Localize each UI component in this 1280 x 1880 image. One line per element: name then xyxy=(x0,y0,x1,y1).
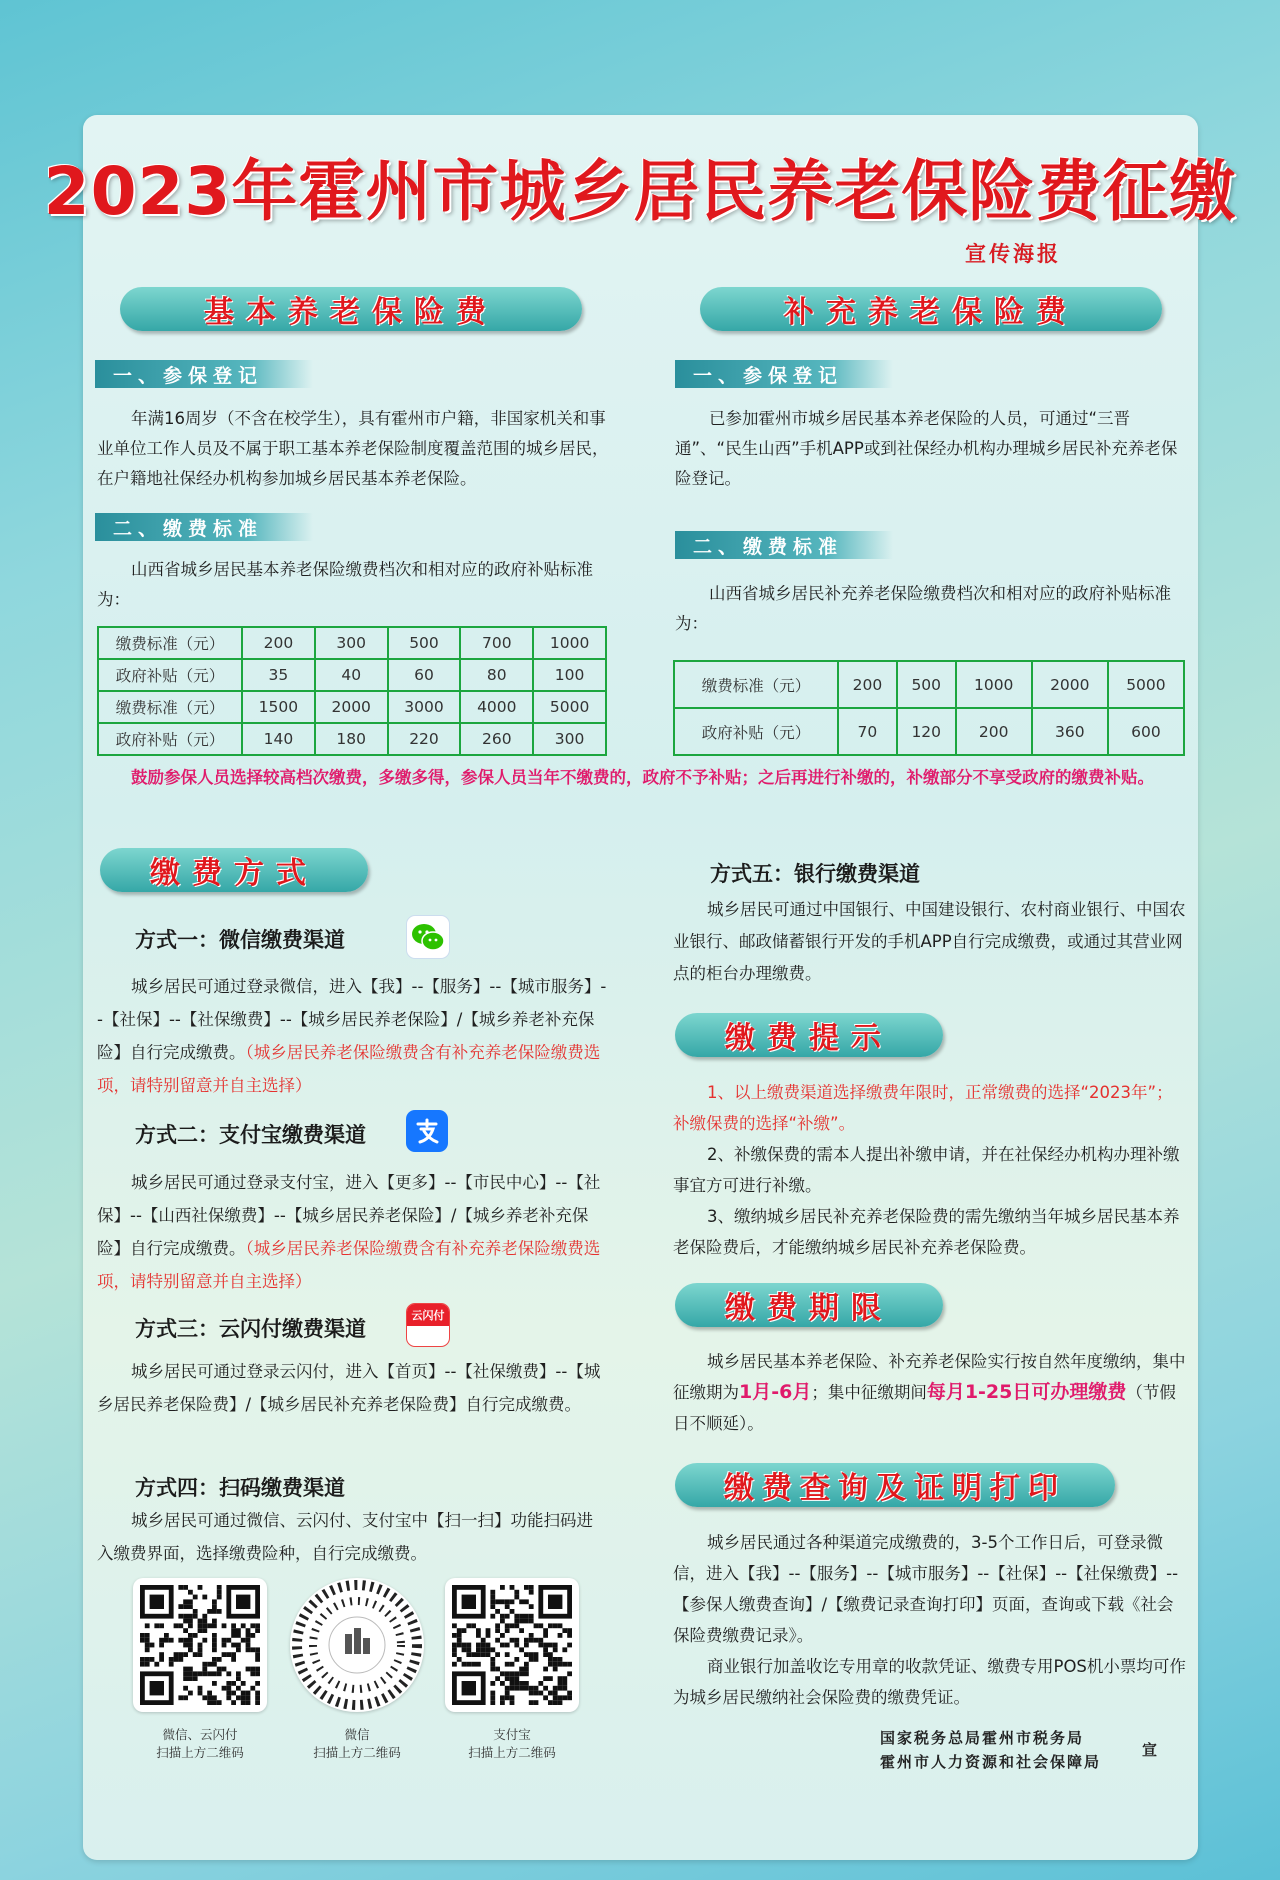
issuer-tax-bureau: 国家税务总局霍州市税务局 xyxy=(880,1729,1085,1747)
table-cell: 3000 xyxy=(388,691,461,723)
tip-1: 1、以上缴费渠道选择缴费年限时，正常缴费的选择“2023年”；补缴保费的选择“补缴”。 xyxy=(673,1083,1173,1133)
supplement-insurance-header: 补充养老保险费 xyxy=(700,287,1162,331)
table-cell: 260 xyxy=(460,723,533,755)
basic-insurance-header: 基本养老保险费 xyxy=(120,287,582,331)
table-row-label: 缴费标准（元） xyxy=(98,627,242,659)
table-row xyxy=(98,659,606,691)
unionpay-icon-label: 云闪付 xyxy=(407,1304,449,1326)
table-cell: 60 xyxy=(388,659,461,691)
table-cell: 120 xyxy=(897,708,956,755)
method3-title: 方式三：云闪付缴费渠道 xyxy=(135,1317,366,1341)
table-cell: 360 xyxy=(1032,708,1108,755)
method5-text: 城乡居民可通过中国银行、中国建设银行、农村商业银行、中国农业银行、邮政储蓄银行开发的手机APP自行完成缴费，或通过其营业网点的柜台办理缴费。 xyxy=(673,900,1186,983)
table-row-label: 缴费标准（元） xyxy=(98,691,242,723)
method3-text: 城乡居民可通过登录云闪付，进入【首页】--【社保缴费】--【城乡居民养老保险费】/【城乡居民补充养老保险费】自行完成缴费。 xyxy=(97,1362,601,1414)
table-row-label: 缴费标准（元） xyxy=(674,661,838,708)
method2-title: 方式二：支付宝缴费渠道 xyxy=(135,1123,366,1147)
encourage-note: 鼓励参保人员选择较高档次缴费，多缴多得，参保人员当年不缴费的，政府不予补贴；之后再进行补缴的，补缴部分不享受政府的缴费补贴。 xyxy=(131,768,1154,787)
qr-code-wechat-unionpay[interactable] xyxy=(133,1578,267,1712)
table-row xyxy=(674,708,1184,755)
query-paragraph-1: 城乡居民通过各种渠道完成缴费的，3-5个工作日后，可登录微信，进入【我】--【服务】--【城市服务】--【社保】--【社保缴费】--【参保人缴费查询】/【缴费记录查询打印】页面，查询或下载《社会保险费缴费记录》。 xyxy=(673,1533,1179,1645)
table-cell: 40 xyxy=(315,659,388,691)
basic-register-text: 年满16周岁（不含在校学生），具有霍州市户籍，非国家机关和事业单位工作人员及不属于职工基本养老保险制度覆盖范围的城乡居民，在户籍地社保经办机构参加城乡居民基本养老保险。 xyxy=(97,409,609,488)
table-cell: 35 xyxy=(242,659,315,691)
supplement-standard-tag: 二、缴费标准 xyxy=(675,531,893,559)
table-row xyxy=(98,627,606,659)
poster-subtitle: 宣传海报 xyxy=(965,242,1061,266)
table-cell: 140 xyxy=(242,723,315,755)
unionpay-quickpass-icon xyxy=(406,1303,450,1347)
tip-3: 3、缴纳城乡居民补充养老保险费的需先缴纳当年城乡居民基本养老保险费后，才能缴纳城乡居民补充养老保险费。 xyxy=(673,1207,1180,1257)
table-cell: 300 xyxy=(533,723,606,755)
payment-period-header: 缴费期限 xyxy=(675,1283,943,1327)
table-cell: 1500 xyxy=(242,691,315,723)
method4-title: 方式四：扫码缴费渠道 xyxy=(135,1476,345,1500)
method1-title: 方式一：微信缴费渠道 xyxy=(135,928,345,952)
table-row-label: 政府补贴（元） xyxy=(98,659,242,691)
tips-list xyxy=(673,1077,1188,1263)
payment-tips-header: 缴费提示 xyxy=(675,1013,943,1057)
method5-title: 方式五：银行缴费渠道 xyxy=(710,862,920,886)
payment-period-text: 城乡居民基本养老保险、补充养老保险实行按自然年度缴纳，集中征缴期为1月-6月；集中征缴期间每月1-25日可办理缴费（节假日不顺延）。 xyxy=(673,1352,1186,1433)
table-cell: 500 xyxy=(897,661,956,708)
table-cell: 70 xyxy=(838,708,897,755)
wechat-icon xyxy=(406,915,450,959)
method2-text: 城乡居民可通过登录支付宝，进入【更多】--【市民中心】--【社保】--【山西社保缴费】--【城乡居民养老保险】/【城乡养老补充保险】自行完成缴费。（城乡居民养老保险缴费含有补充养老保险缴费选项，请特别留意并自主选择） xyxy=(97,1173,601,1291)
supplement-standard-table xyxy=(673,660,1185,756)
table-cell: 80 xyxy=(460,659,533,691)
supplement-register-text: 已参加霍州市城乡居民基本养老保险的人员，可通过“三晋通”、“民生山西”手机APP或到社保经办机构办理城乡居民补充养老保险登记。 xyxy=(675,409,1178,488)
table-cell: 220 xyxy=(388,723,461,755)
basic-standard-text: 山西省城乡居民基本养老保险缴费档次和相对应的政府补贴标准为： xyxy=(97,560,593,609)
table-cell: 700 xyxy=(460,627,533,659)
qr-code-wechat-mini[interactable] xyxy=(290,1578,424,1712)
table-row xyxy=(98,691,606,723)
supplement-standard-text: 山西省城乡居民补充养老保险缴费档次和相对应的政府补贴标准为： xyxy=(675,584,1171,633)
table-cell: 200 xyxy=(956,708,1032,755)
query-print-text xyxy=(673,1527,1188,1713)
issuer-block xyxy=(880,1726,1101,1774)
qr-caption-2: 微信 扫描上方二维码 xyxy=(313,1727,401,1760)
table-row-label: 政府补贴（元） xyxy=(674,708,838,755)
poster-title: 2023年霍州市城乡居民养老保险费征缴 xyxy=(43,153,1237,230)
query-print-header: 缴费查询及证明打印 xyxy=(675,1463,1115,1507)
table-cell: 200 xyxy=(242,627,315,659)
issuer-hr-bureau: 霍州市人力资源和社会保障局 xyxy=(880,1753,1102,1771)
table-cell: 1000 xyxy=(533,627,606,659)
basic-standard-table xyxy=(97,626,607,756)
table-cell: 2000 xyxy=(1032,661,1108,708)
alipay-icon xyxy=(406,1110,448,1152)
table-cell: 300 xyxy=(315,627,388,659)
table-cell: 4000 xyxy=(460,691,533,723)
method1-text: 城乡居民可通过登录微信，进入【我】--【服务】--【城市服务】--【社保】--【社保缴费】--【城乡居民养老保险】/【城乡养老补充保险】自行完成缴费。（城乡居民养老保险缴费含有补充养老保险缴费选项，请特别留意并自主选择） xyxy=(97,977,607,1095)
tip-2: 2、补缴保费的需本人提出补缴申请，并在社保经办机构办理补缴事宜方可进行补缴。 xyxy=(673,1145,1180,1195)
method4-text: 城乡居民可通过微信、云闪付、支付宝中【扫一扫】功能扫码进入缴费界面，选择缴费险种，自行完成缴费。 xyxy=(97,1511,593,1563)
table-cell: 600 xyxy=(1108,708,1184,755)
payment-methods-header: 缴费方式 xyxy=(100,848,368,892)
qr-caption-3: 支付宝 扫描上方二维码 xyxy=(468,1727,556,1760)
qr-caption-1: 微信、云闪付 扫描上方二维码 xyxy=(156,1727,244,1760)
basic-standard-tag: 二、缴费标准 xyxy=(95,513,313,541)
query-paragraph-2: 商业银行加盖收讫专用章的收款凭证、缴费专用POS机小票均可作为城乡居民缴纳社会保险费的缴费凭证。 xyxy=(673,1657,1186,1707)
table-row-label: 政府补贴（元） xyxy=(98,723,242,755)
issuer-suffix: 宣 xyxy=(1142,1741,1160,1759)
supplement-register-tag: 一、参保登记 xyxy=(675,360,893,388)
table-row xyxy=(98,723,606,755)
table-cell: 180 xyxy=(315,723,388,755)
table-row xyxy=(674,661,1184,708)
table-cell: 100 xyxy=(533,659,606,691)
table-cell: 2000 xyxy=(315,691,388,723)
table-cell: 5000 xyxy=(533,691,606,723)
table-cell: 200 xyxy=(838,661,897,708)
qr-code-alipay[interactable] xyxy=(445,1578,579,1712)
table-cell: 5000 xyxy=(1108,661,1184,708)
table-cell: 1000 xyxy=(956,661,1032,708)
table-cell: 500 xyxy=(388,627,461,659)
basic-register-tag: 一、参保登记 xyxy=(95,360,313,388)
